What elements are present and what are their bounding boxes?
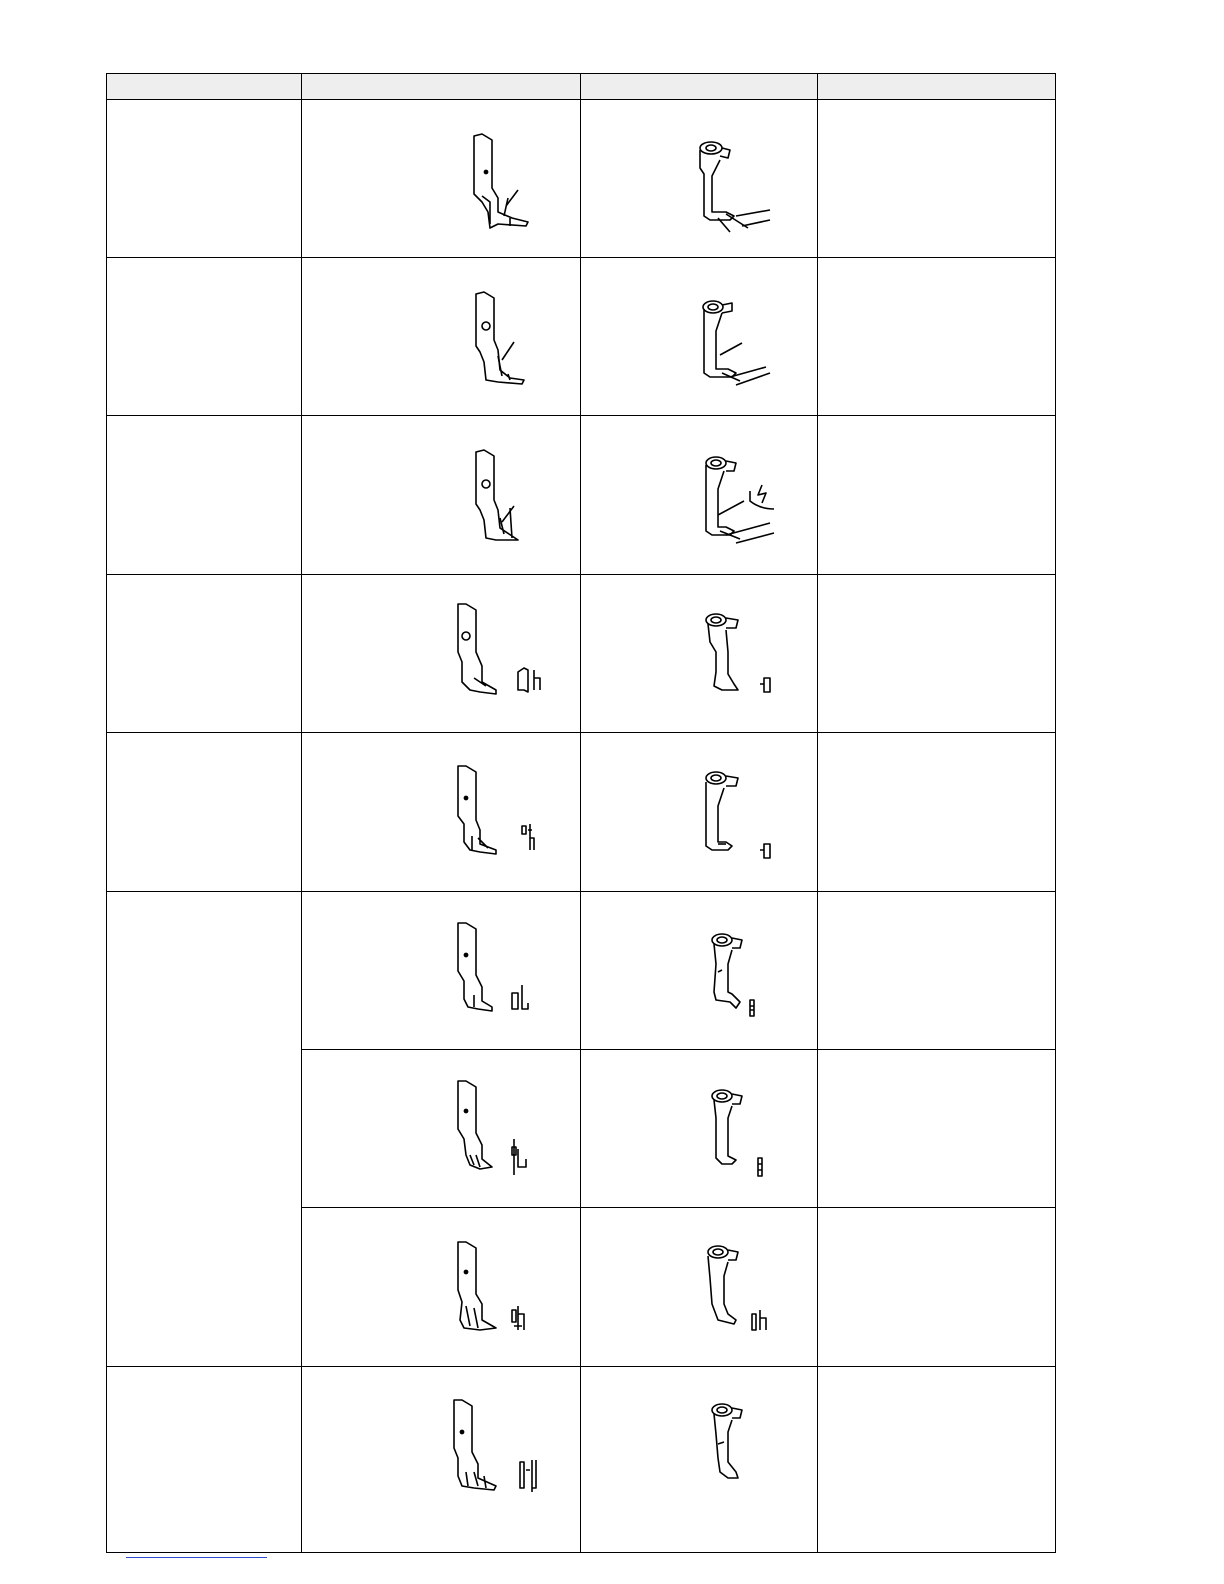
right-presser-foot-figure — [690, 140, 780, 236]
left-presser-foot-figure — [452, 1240, 542, 1340]
left-presser-foot-figure — [470, 448, 550, 548]
column-rule-1 — [301, 73, 302, 1553]
left-foot-icon — [470, 448, 550, 548]
row-rule — [106, 891, 1056, 892]
right-presser-foot-figure — [700, 770, 780, 860]
right-presser-foot-figure — [706, 1088, 776, 1180]
right-presser-foot-figure — [700, 612, 780, 698]
right-presser-foot-figure — [700, 297, 780, 397]
right-foot-icon — [700, 770, 780, 860]
left-foot-icon — [470, 290, 550, 390]
table-left-rule — [106, 73, 107, 1553]
right-presser-foot-figure — [700, 455, 790, 555]
right-presser-foot-figure — [700, 1244, 780, 1336]
left-foot-icon — [452, 921, 542, 1021]
left-foot-icon — [452, 1240, 542, 1340]
row-rule-partial — [301, 1207, 1056, 1208]
row-rule-partial — [301, 1049, 1056, 1050]
column-rule-2 — [580, 73, 581, 1553]
right-foot-icon — [690, 140, 780, 236]
table-top-rule — [106, 73, 1056, 74]
table-header-cell-4 — [818, 73, 1056, 100]
table-right-rule — [1055, 73, 1056, 1553]
left-foot-icon — [452, 602, 552, 702]
table-bottom-rule — [106, 1552, 1056, 1553]
right-presser-foot-figure — [706, 932, 776, 1022]
right-foot-icon — [700, 612, 780, 698]
row-rule — [106, 257, 1056, 258]
left-foot-icon — [444, 1398, 554, 1498]
left-foot-icon — [468, 132, 548, 232]
row-rule — [106, 1366, 1056, 1367]
right-foot-icon — [700, 1244, 780, 1336]
left-presser-foot-figure — [444, 1398, 554, 1498]
left-presser-foot-figure — [470, 290, 550, 390]
right-presser-foot-figure — [706, 1402, 766, 1488]
left-presser-foot-figure — [452, 921, 542, 1021]
row-rule — [106, 415, 1056, 416]
column-rule-3 — [817, 73, 818, 1553]
left-presser-foot-figure — [468, 132, 548, 232]
right-foot-icon — [706, 932, 776, 1022]
right-foot-icon — [700, 455, 790, 555]
left-foot-icon — [452, 1079, 542, 1179]
row-rule — [106, 574, 1056, 575]
left-presser-foot-figure — [450, 764, 550, 864]
table-header-cell-1 — [106, 73, 302, 100]
left-foot-icon — [450, 764, 550, 864]
row-rule — [106, 732, 1056, 733]
footer-link-underline[interactable] — [126, 1557, 267, 1558]
right-foot-icon — [706, 1088, 776, 1180]
table-header-cell-2 — [302, 73, 581, 100]
right-foot-icon — [706, 1402, 766, 1488]
left-presser-foot-figure — [452, 602, 552, 702]
table-header-cell-3 — [581, 73, 818, 100]
right-foot-icon — [700, 297, 780, 397]
left-presser-foot-figure — [452, 1079, 542, 1179]
